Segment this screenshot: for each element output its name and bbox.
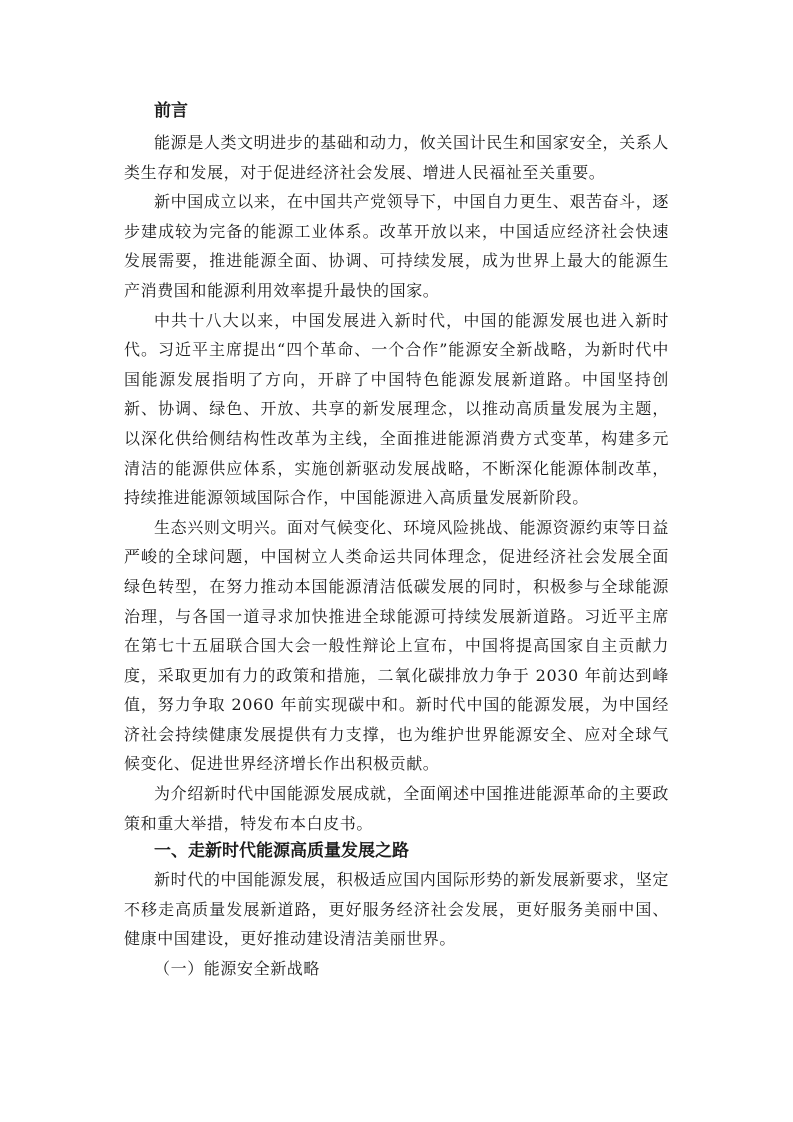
document-body bbox=[124, 98, 669, 983]
preface-heading: 前言 bbox=[154, 101, 188, 121]
paragraph: 为介绍新时代中国能源发展成就，全面阐述中国推进能源革命的主要政策和重大举措，特发布本白皮书。 bbox=[124, 784, 669, 833]
paragraph: 新中国成立以来，在中国共产党领导下，中国自力更生、艰苦奋斗，逐步建成较为完备的能源工业体系。改革开放以来，中国适应经济社会快速发展需要，推进能源全面、协调、可持续发展，成为世界上最大的能源生产消费国和能源利用效率提升最快的国家。 bbox=[124, 192, 669, 300]
paragraph: 中共十八大以来，中国发展进入新时代，中国的能源发展也进入新时代。习近平主席提出“四个革命、一个合作”能源安全新战略，为新时代中国能源发展指明了方向，开辟了中国特色能源发展新道路。中国坚持创新、协调、绿色、开放、共享的新发展理念，以推动高质量发展为主题，以深化供给侧结构性改革为主线，全面推进能源消费方式变革，构建多元清洁的能源供应体系，实施创新驱动发展战略，不断深化能源体制改革，持续推进能源领域国际合作，中国能源进入高质量发展新阶段。 bbox=[124, 310, 669, 508]
section-paragraph: 新时代的中国能源发展，积极适应国内国际形势的新发展新要求，坚定不移走高质量发展新道路，更好服务经济社会发展，更好服务美丽中国、健康中国建设，更好推动建设清洁美丽世界。 bbox=[124, 870, 669, 949]
section-heading: 一、走新时代能源高质量发展之路 bbox=[154, 841, 409, 862]
subsection-heading: （一）能源安全新战略 bbox=[154, 959, 321, 979]
paragraph: 能源是人类文明进步的基础和动力，攸关国计民生和国家安全，关系人类生存和发展，对于促进经济社会发展、增进人民福祉至关重要。 bbox=[124, 133, 669, 182]
paragraph: 生态兴则文明兴。面对气候变化、环境风险挑战、能源资源约束等日益严峻的全球问题，中国树立人类命运共同体理念，促进经济社会发展全面绿色转型，在努力推动本国能源清洁低碳发展的同时，积极参与全球能源治理，与各国一道寻求加快推进全球能源可持续发展新道路。习近平主席在第七十五届联合国大会一般性辩论上宣布，中国将提高国家自主贡献力度，采取更加有力的政策和措施，二氧化碳排放力争于 2030 年前达到峰值，努力争取 2060 年前实现碳中和。新时代中国的能源发展，为中国经济社会持续健康发展提供有力支撑，也为维护世界能源安全、应对全球气候变化、促进世界经济增长作出积极贡献。 bbox=[124, 517, 669, 774]
